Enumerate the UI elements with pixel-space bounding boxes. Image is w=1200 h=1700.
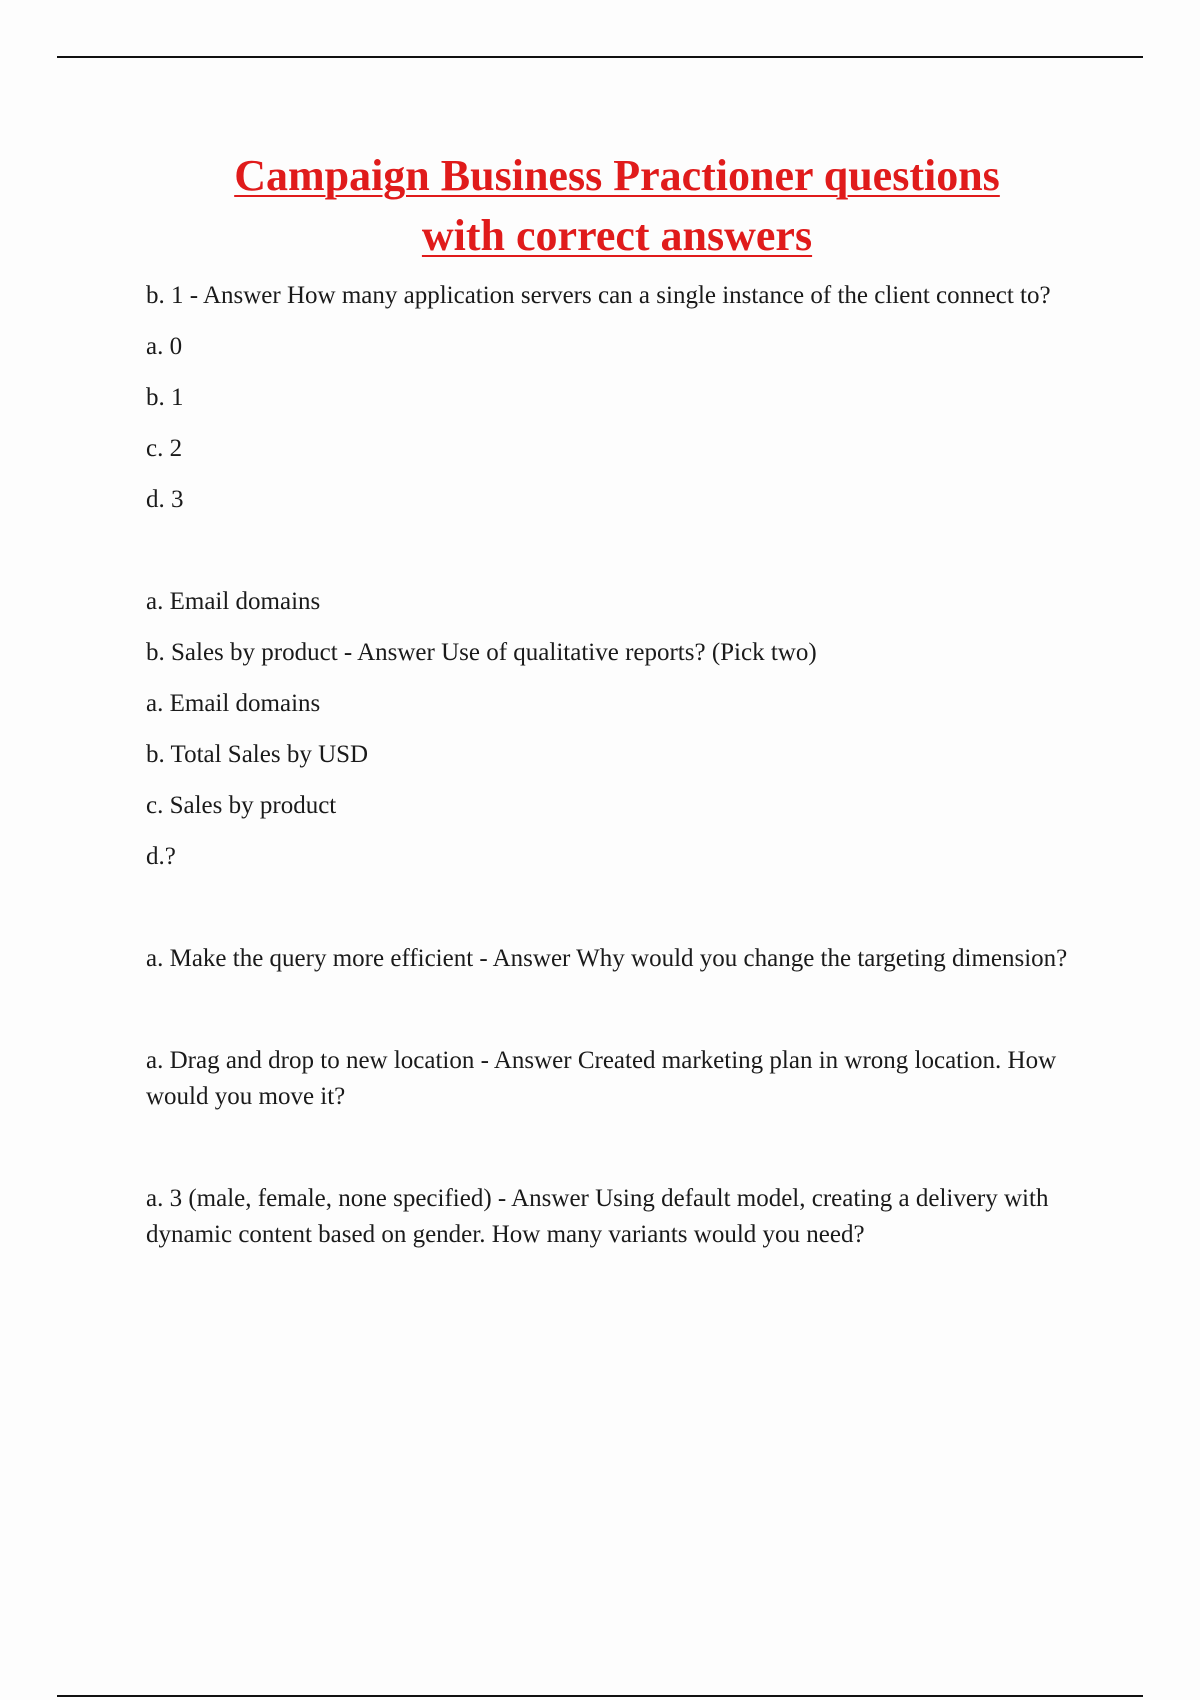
option-line: c. 2 bbox=[146, 435, 183, 462]
option-line: a. 0 bbox=[146, 333, 183, 360]
bottom-divider bbox=[57, 1695, 1143, 1697]
qa-paragraph: b. 1 - Answer How many application servers can a single instance of the client connect to? bbox=[146, 282, 1051, 309]
spacer bbox=[146, 533, 1076, 584]
option-line: a. Email domains bbox=[146, 588, 321, 615]
option-line: b. Total Sales by USD bbox=[146, 741, 369, 768]
spacer bbox=[146, 1130, 1076, 1181]
document-body bbox=[146, 278, 1076, 1268]
document-title bbox=[0, 146, 1200, 266]
top-divider bbox=[57, 56, 1143, 58]
option-line: b. 1 bbox=[146, 384, 184, 411]
option-line: a. Email domains bbox=[146, 690, 321, 717]
qa-paragraph: a. Drag and drop to new location - Answer Created marketing plan in wrong location. How would you move it? bbox=[146, 1047, 1057, 1110]
title-line-1: Campaign Business Practioner questions bbox=[234, 151, 1000, 200]
option-line: d.? bbox=[146, 843, 176, 870]
spacer bbox=[146, 992, 1076, 1043]
title-line-2: with correct answers bbox=[421, 211, 813, 260]
option-line: c. Sales by product bbox=[146, 792, 337, 819]
spacer bbox=[146, 890, 1076, 941]
qa-paragraph: a. 3 (male, female, none specified) - Answer Using default model, creating a delivery with dynamic content based on gender. How many variants would you need? bbox=[146, 1185, 1049, 1248]
qa-paragraph: b. Sales by product - Answer Use of qualitative reports? (Pick two) bbox=[146, 639, 817, 666]
option-line: d. 3 bbox=[146, 486, 184, 513]
qa-paragraph: a. Make the query more efficient - Answer Why would you change the targeting dimension? bbox=[146, 945, 1068, 972]
